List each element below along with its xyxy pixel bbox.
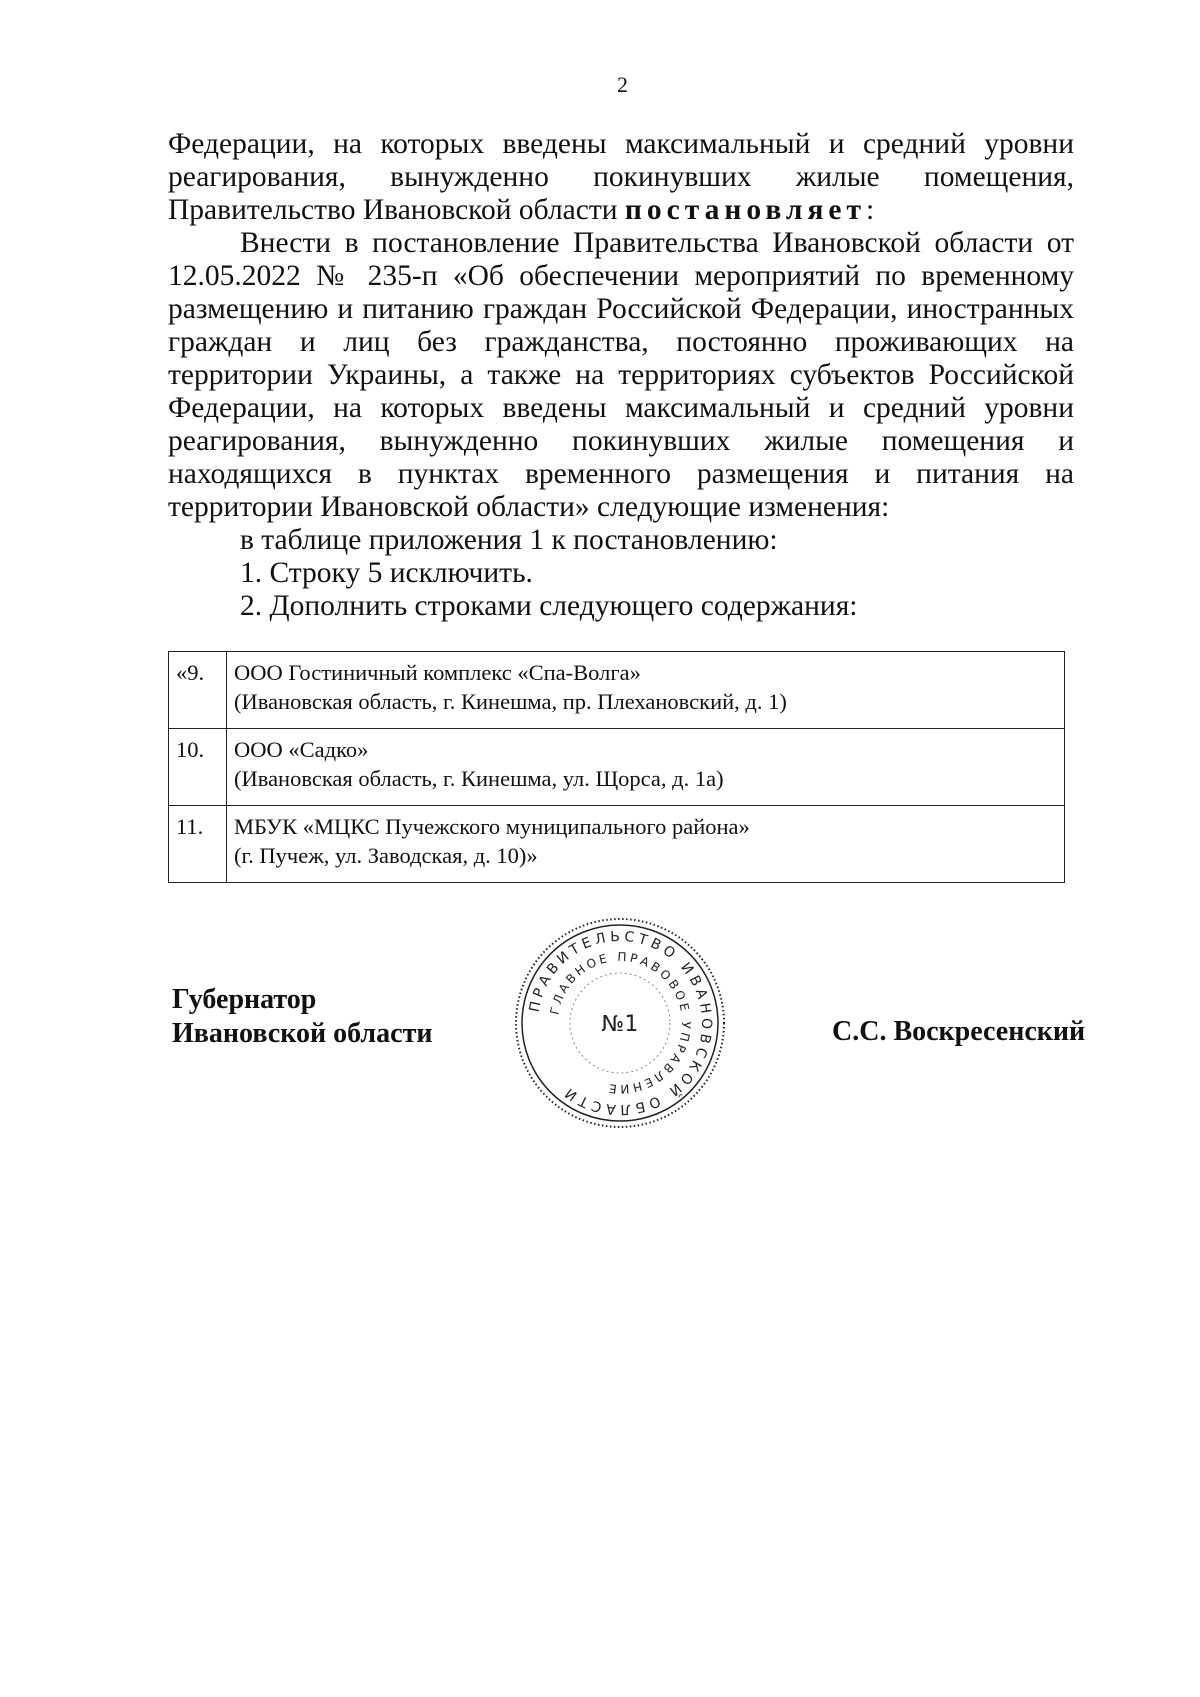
seal-inner-text: ГЛАВНОЕ ПРАВОВОЕ УПРАВЛЕНИЕ <box>547 949 694 1097</box>
seal-outer-text: ПРАВИТЕЛЬСТВО ИВАНОВСКОЙ ОБЛАСТИ <box>526 928 715 1118</box>
paragraph-1-text: Федерации, на которых введены максимальный и средний уровни реагирования, вынужденно покинувших жилые помещения, Правительство Ивановской области <box>168 128 1074 226</box>
document-body <box>168 128 1074 623</box>
row-content <box>227 729 1065 806</box>
addition-table <box>168 651 1065 883</box>
organization-address: (Ивановская область, г. Кинешма, пр. Плехановский, д. 1) <box>234 689 787 714</box>
organization-address: (Ивановская область, г. Кинешма, ул. Щорса, д. 1а) <box>234 766 724 791</box>
paragraph-1 <box>168 128 1074 227</box>
organization-name: МБУК «МЦКС Пучежского муниципального района» <box>234 814 750 839</box>
table-row <box>169 806 1065 883</box>
row-content <box>227 652 1065 729</box>
signatory-title <box>172 983 432 1051</box>
table-row <box>169 652 1065 729</box>
organization-name: ООО Гостиничный комплекс «Спа-Волга» <box>234 660 641 685</box>
paragraph-2: Внести в постановление Правительства Ивановской области от 12.05.2022 № 235-п «Об обеспечении мероприятий по временному размещению и питанию граждан Российской Федерации, иностранных граждан и лиц без гражданства, постоянно проживающих на территории Украины, а также на территориях субъектов Российской Федерации, на которых введены максимальный и средний уровни реагирования, вынужденно покинувших жилые помещения и находящихся в пунктах временного размещения и питания на территории Ивановской области» следующие изменения: <box>168 227 1074 523</box>
table-row <box>169 729 1065 806</box>
seal-number: №1 <box>601 1012 639 1037</box>
organization-name: ООО «Садко» <box>234 737 369 762</box>
row-number: 10. <box>169 729 227 806</box>
row-number: «9. <box>169 652 227 729</box>
signatory-name: С.С. Воскресенский <box>832 1016 1086 1047</box>
signatory-title-line-1: Губернатор <box>172 984 317 1015</box>
paragraph-3: в таблице приложения 1 к постановлению: <box>240 524 778 556</box>
paragraph-1-colon: : <box>866 194 875 226</box>
emphasis-postanovlyaet: постановляет <box>624 194 867 226</box>
organization-address: (г. Пучеж, ул. Заводская, д. 10)» <box>234 843 538 868</box>
official-seal <box>510 913 730 1133</box>
signatory-title-line-2: Ивановской области <box>172 1018 433 1049</box>
paragraph-4: 1. Строку 5 исключить. <box>240 557 533 589</box>
page-number: 2 <box>617 72 628 97</box>
row-content <box>227 806 1065 883</box>
paragraph-5: 2. Дополнить строками следующего содержания: <box>240 590 858 622</box>
row-number: 11. <box>169 806 227 883</box>
